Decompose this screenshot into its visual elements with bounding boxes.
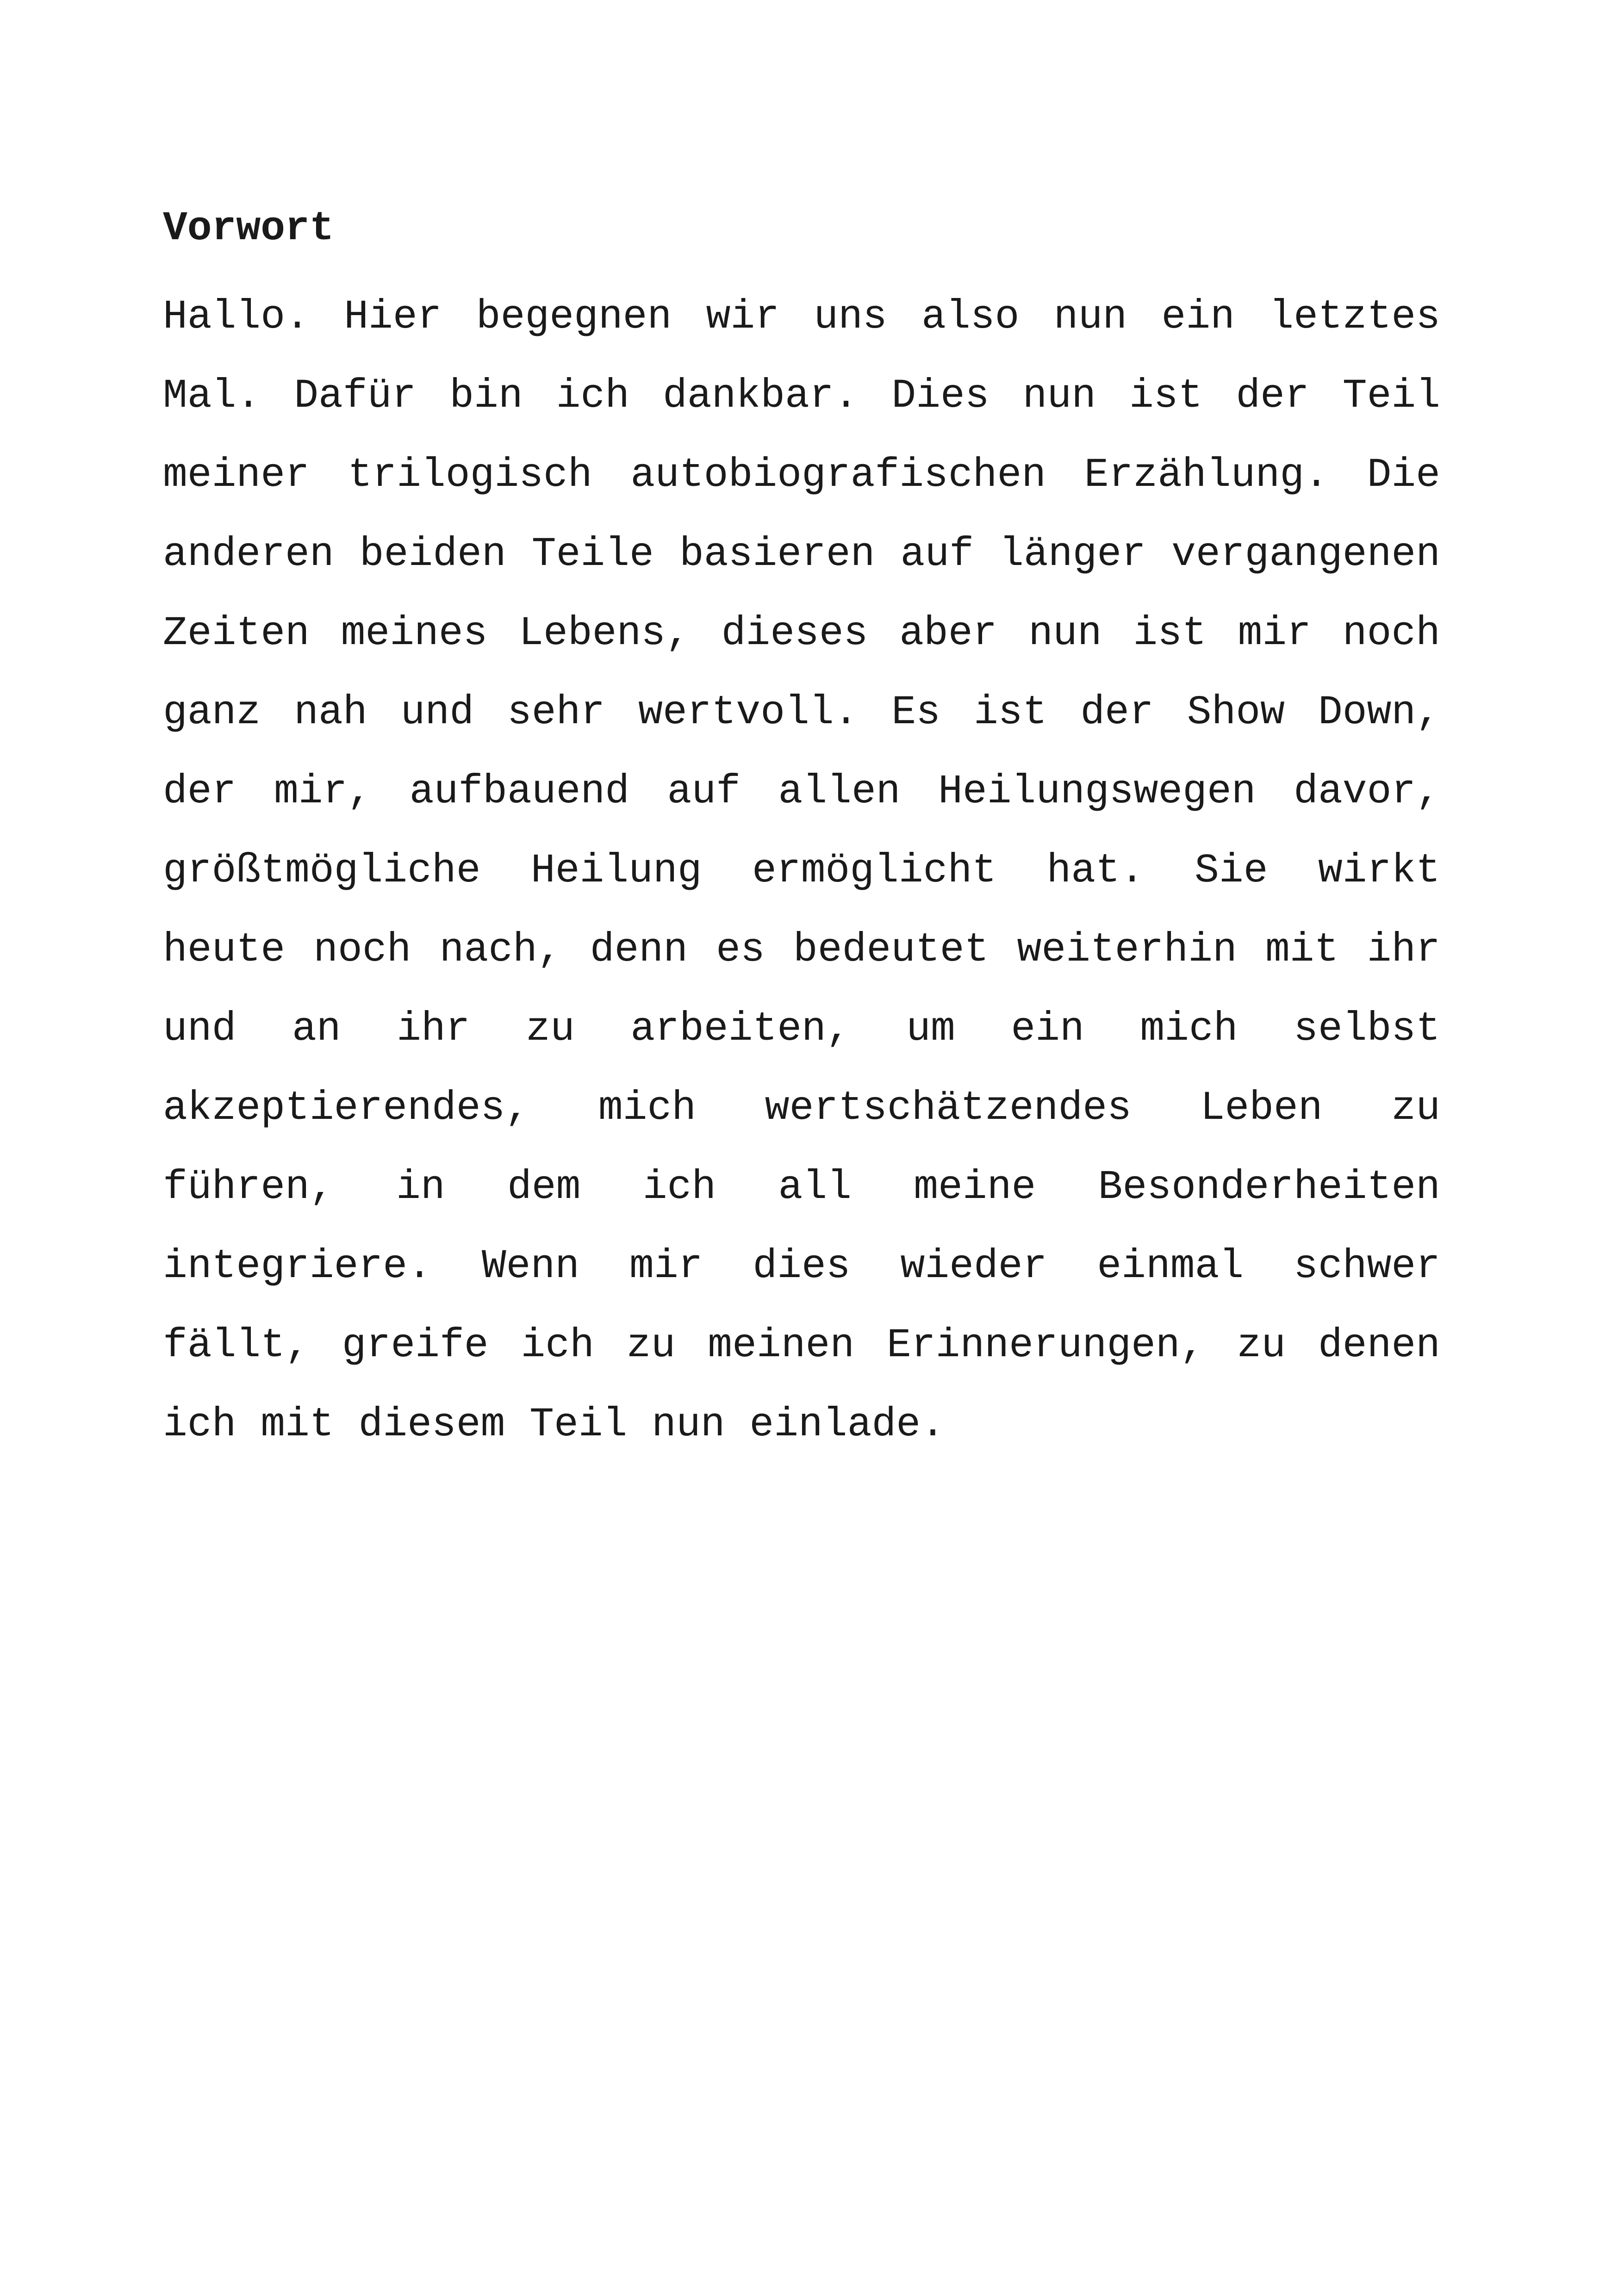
section-heading: Vorwort — [163, 206, 334, 252]
body-paragraph: Hallo. Hier begegnen wir uns also nun ein letztes Mal. Dafür bin ich dankbar. Dies nun ist der Teil meiner trilogisch autobiografischen Erzählung. Die anderen beiden Teile basieren auf länger vergangenen Zeiten meines Lebens, dieses aber nun ist mir noch ganz nah und sehr wertvoll. Es ist der Show Down, der mir, aufbauend auf allen Heilungswegen davor, größtmögliche Heilung ermöglicht hat. Sie wirkt heute noch nach, denn es bedeutet weiterhin mit ihr und an ihr zu arbeiten, um ein mich selbst akzeptierendes, mich wertschätzendes Leben zu führen, in dem ich all meine Besonderheiten integriere. Wenn mir dies wieder einmal schwer fällt, greife ich zu meinen Erinnerungen, zu denen ich mit diesem Teil nun einlade. — [163, 294, 1440, 1448]
document-content — [163, 199, 1440, 1464]
